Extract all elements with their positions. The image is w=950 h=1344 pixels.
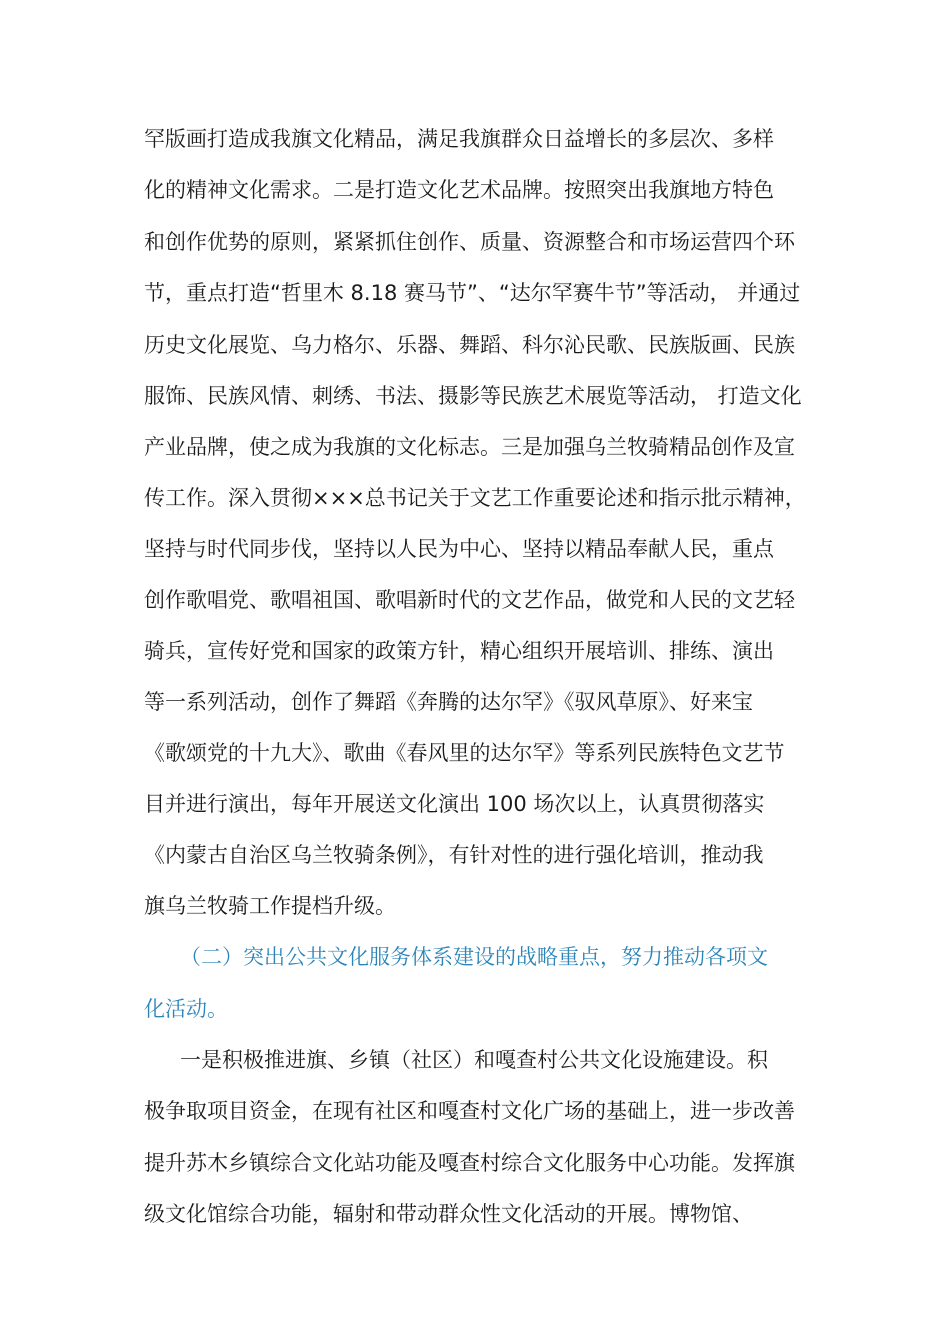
paragraph-1-line: 坚持与时代同步伐，坚持以人民为中心、坚持以精品奉献人民，重点: [144, 537, 774, 561]
paragraph-1-line: 《歌颂党的十九大》、歌曲《春风里的达尔罕》等系列民族特色文艺节: [144, 741, 785, 765]
paragraph-1-line: 骑兵，宣传好党和国家的政策方针，精心组织开展培训、排练、演出: [144, 639, 774, 663]
paragraph-1-line: 创作歌唱党、歌唱祖国、歌唱新时代的文艺作品，做党和人民的文艺轻: [144, 588, 795, 612]
paragraph-1-line: 节，重点打造“哲里木 8.18 赛马节”、“达尔罕赛牛节”等活动， 并通过: [144, 281, 801, 305]
paragraph-2-line: 极争取项目资金，在现有社区和嘎查村文化广场的基础上，进一步改善: [144, 1099, 795, 1123]
paragraph-1-line: 和创作优势的原则，紧紧抓住创作、质量、资源整合和市场运营四个环: [144, 230, 795, 254]
paragraph-1-line: 罕版画打造成我旗文化精品，满足我旗群众日益增长的多层次、多样: [144, 127, 774, 151]
paragraph-2-line: 级文化馆综合功能，辐射和带动群众性文化活动的开展。博物馆、: [144, 1202, 753, 1226]
paragraph-1-line: 《内蒙古自治区乌兰牧骑条例》，有针对性的进行强化培训，推动我: [144, 843, 764, 867]
section-heading: （二）突出公共文化服务体系建设的战略重点，努力推动各项文: [180, 945, 768, 969]
paragraph-1-line: 目并进行演出，每年开展送文化演出 100 场次以上，认真贯彻落实: [144, 792, 765, 816]
paragraph-1-line: 服饰、民族风情、刺绣、书法、摄影等民族艺术展览等活动， 打造文化: [144, 384, 802, 408]
paragraph-1-line: 传工作。深入贯彻×××总书记关于文艺工作重要论述和指示批示精神，: [144, 486, 806, 510]
paragraph-1-line: 化的精神文化需求。二是打造文化艺术品牌。按照突出我旗地方特色: [144, 178, 774, 202]
paragraph-2-line: 一是积极推进旗、乡镇（社区）和嘎查村公共文化设施建设。积: [180, 1048, 768, 1072]
paragraph-1-line: 旗乌兰牧骑工作提档升级。: [144, 894, 396, 918]
paragraph-1-line: 历史文化展览、乌力格尔、乐器、舞蹈、科尔沁民歌、民族版画、民族: [144, 333, 795, 357]
section-heading: 化活动。: [144, 997, 228, 1021]
paragraph-1-line: 等一系列活动，创作了舞蹈《奔腾的达尔罕》《驭风草原》、好来宝: [144, 690, 753, 714]
paragraph-1-line: 产业品牌，使之成为我旗的文化标志。三是加强乌兰牧骑精品创作及宣: [144, 435, 795, 459]
paragraph-2-line: 提升苏木乡镇综合文化站功能及嘎查村综合文化服务中心功能。发挥旗: [144, 1151, 795, 1175]
